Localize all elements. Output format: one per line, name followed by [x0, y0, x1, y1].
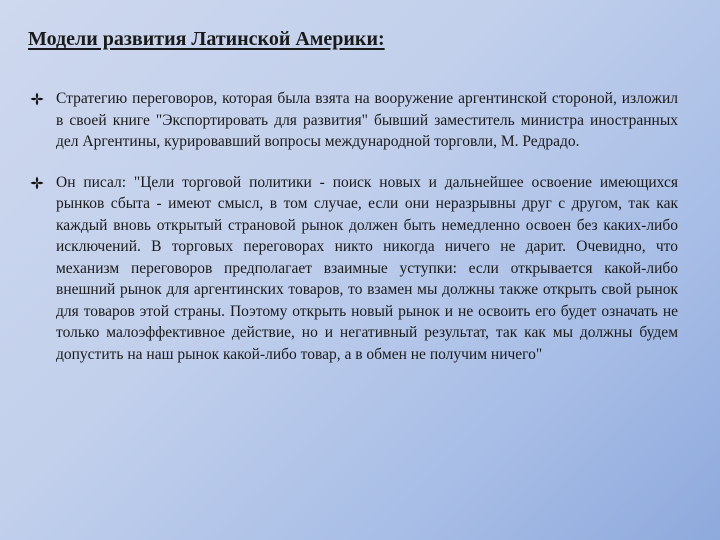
- diamond-flower-bullet-icon: [30, 92, 44, 106]
- bullet-list: [28, 88, 678, 384]
- bullet-item: [28, 172, 678, 366]
- slide-title: Модели развития Латинской Америки:: [28, 28, 385, 50]
- bullet-item: [28, 88, 678, 153]
- diamond-flower-bullet-icon: [30, 176, 44, 190]
- bullet-text: Он писал: "Цели торговой политики - поиск новых и дальнейшее освоение имеющихся рынков сбыта - имеют смысл, в том случае, если они неразрывны друг с другом, так как каждый вновь открытый страновой рынок должен быть немедленно освоен без каких-либо исключений. В торговых переговорах никто никогда ничего не дарит. Очевидно, что механизм переговоров предполагает взаимные уступки: если открывается какой-либо внешний рынок для аргентинских товаров, то взамен мы должны также открыть свой рынок для товаров этой страны. Поэтому открыть новый рынок и не освоить его будет означать не только малоэффективное действие, но и негативный результат, так как мы должны будем допустить на наш рынок какой-либо товар, а в обмен не получим ничего": [56, 173, 678, 363]
- bullet-text: Стратегию переговоров, которая была взята на вооружение аргентинской стороной, изложил в своей книге "Экспортировать для развития" бывший заместитель министра иностранных дел Аргентины, курировавший вопросы международной торговли, М. Редрадо.: [56, 90, 678, 150]
